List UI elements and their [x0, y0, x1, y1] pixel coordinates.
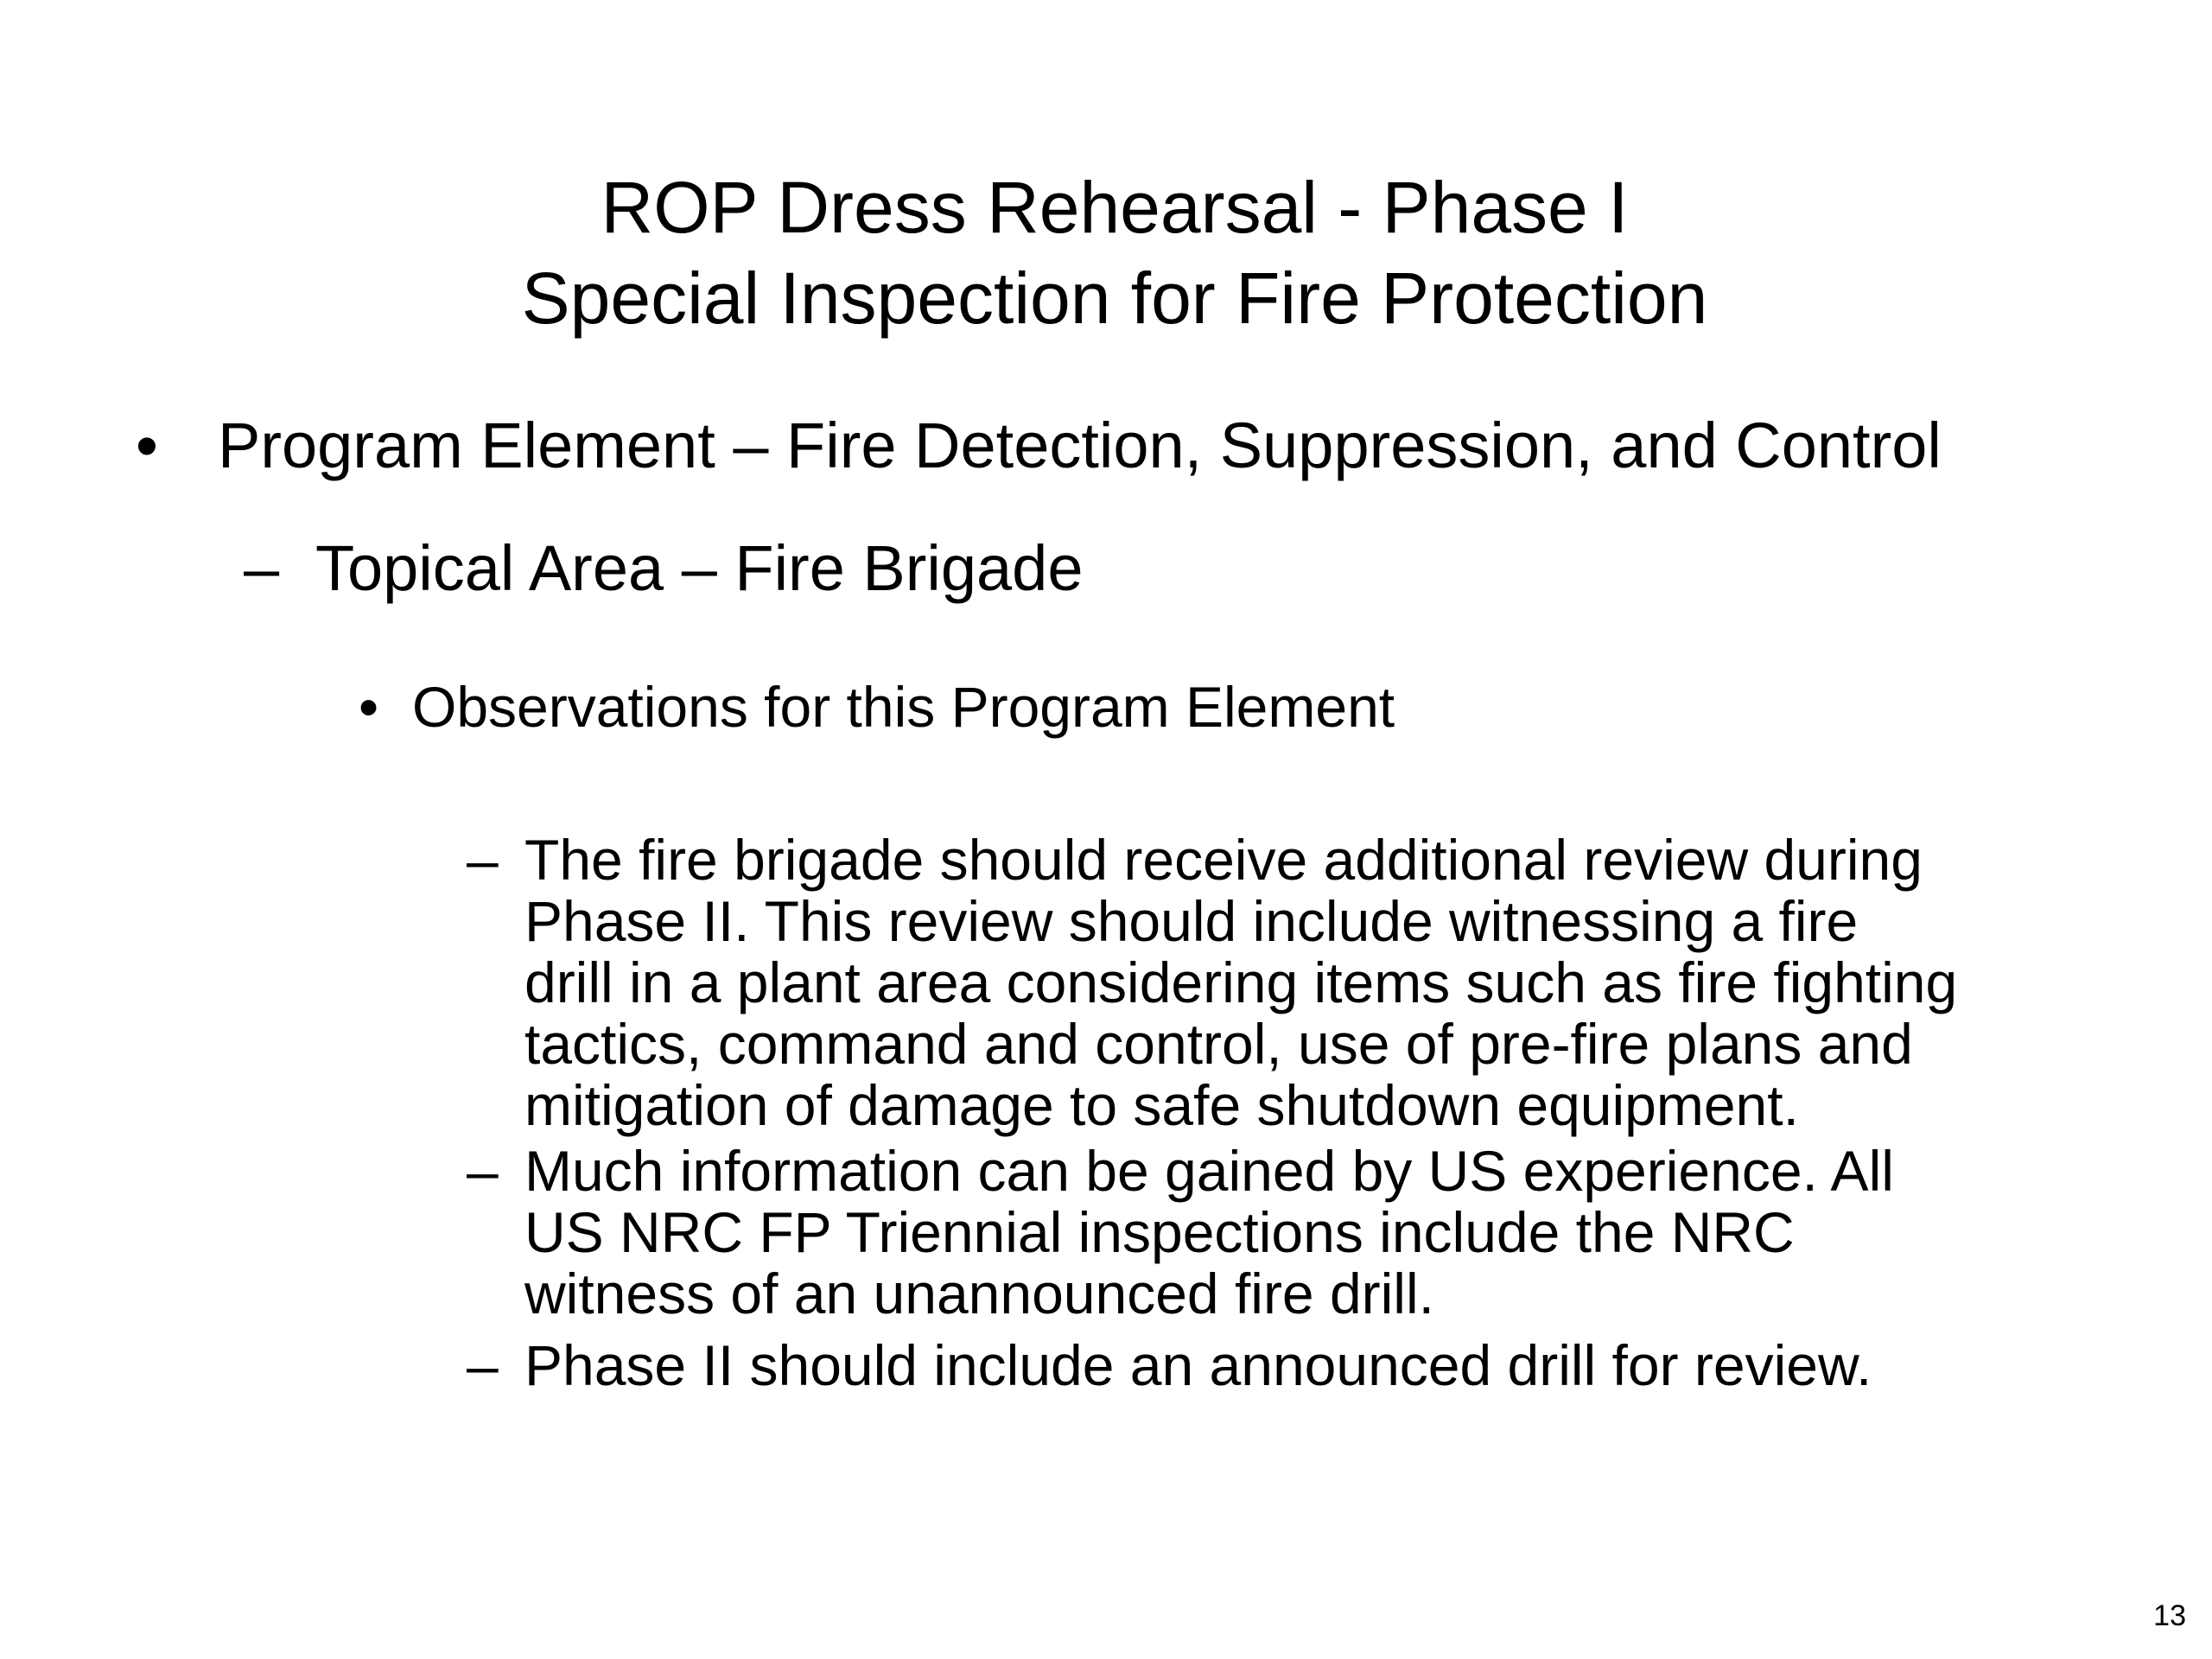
bullet-level-3-text: Observations for this Program Element — [412, 675, 1395, 739]
text-line: mitigation of damage to safe shutdown equipment. — [524, 1073, 1799, 1137]
slide-title — [0, 162, 2212, 344]
text-line: US NRC FP Triennial inspections include the NRC — [524, 1200, 1795, 1264]
text-line: Much information can be gained by US experience. All — [524, 1139, 1894, 1203]
bullet-dot-icon: • — [359, 675, 379, 739]
bullet-dot-icon: • — [136, 410, 158, 481]
dash-icon: – — [467, 1139, 499, 1203]
dash-icon: – — [467, 828, 499, 892]
page-number: 13 — [2153, 1599, 2186, 1632]
title-line-2: Special Inspection for Fire Protection — [521, 257, 1708, 339]
title-line-1: ROP Dress Rehearsal - Phase I — [601, 167, 1629, 248]
text-line: witness of an unannounced fire drill. — [524, 1262, 1434, 1325]
text-line: Phase II should include an announced drill for review. — [524, 1333, 1872, 1397]
bullet-level-4-text — [524, 1141, 1894, 1325]
dash-icon: – — [244, 532, 280, 604]
text-line: Phase II. This review should include witnessing a fire — [524, 889, 1859, 953]
text-line: drill in a plant area considering items such as fire fighting — [524, 950, 1958, 1014]
bullet-level-1-text: Program Element – Fire Detection, Suppression, and Control — [218, 410, 1942, 481]
dash-icon: – — [467, 1333, 499, 1397]
bullet-level-4-text — [524, 1335, 1872, 1396]
bullet-level-4-text — [524, 830, 1957, 1136]
text-line: The fire brigade should receive additional review during — [524, 828, 1923, 892]
text-line: tactics, command and control, use of pre-fire plans and — [524, 1012, 1913, 1076]
bullet-level-2-text: Topical Area – Fire Brigade — [315, 532, 1084, 604]
